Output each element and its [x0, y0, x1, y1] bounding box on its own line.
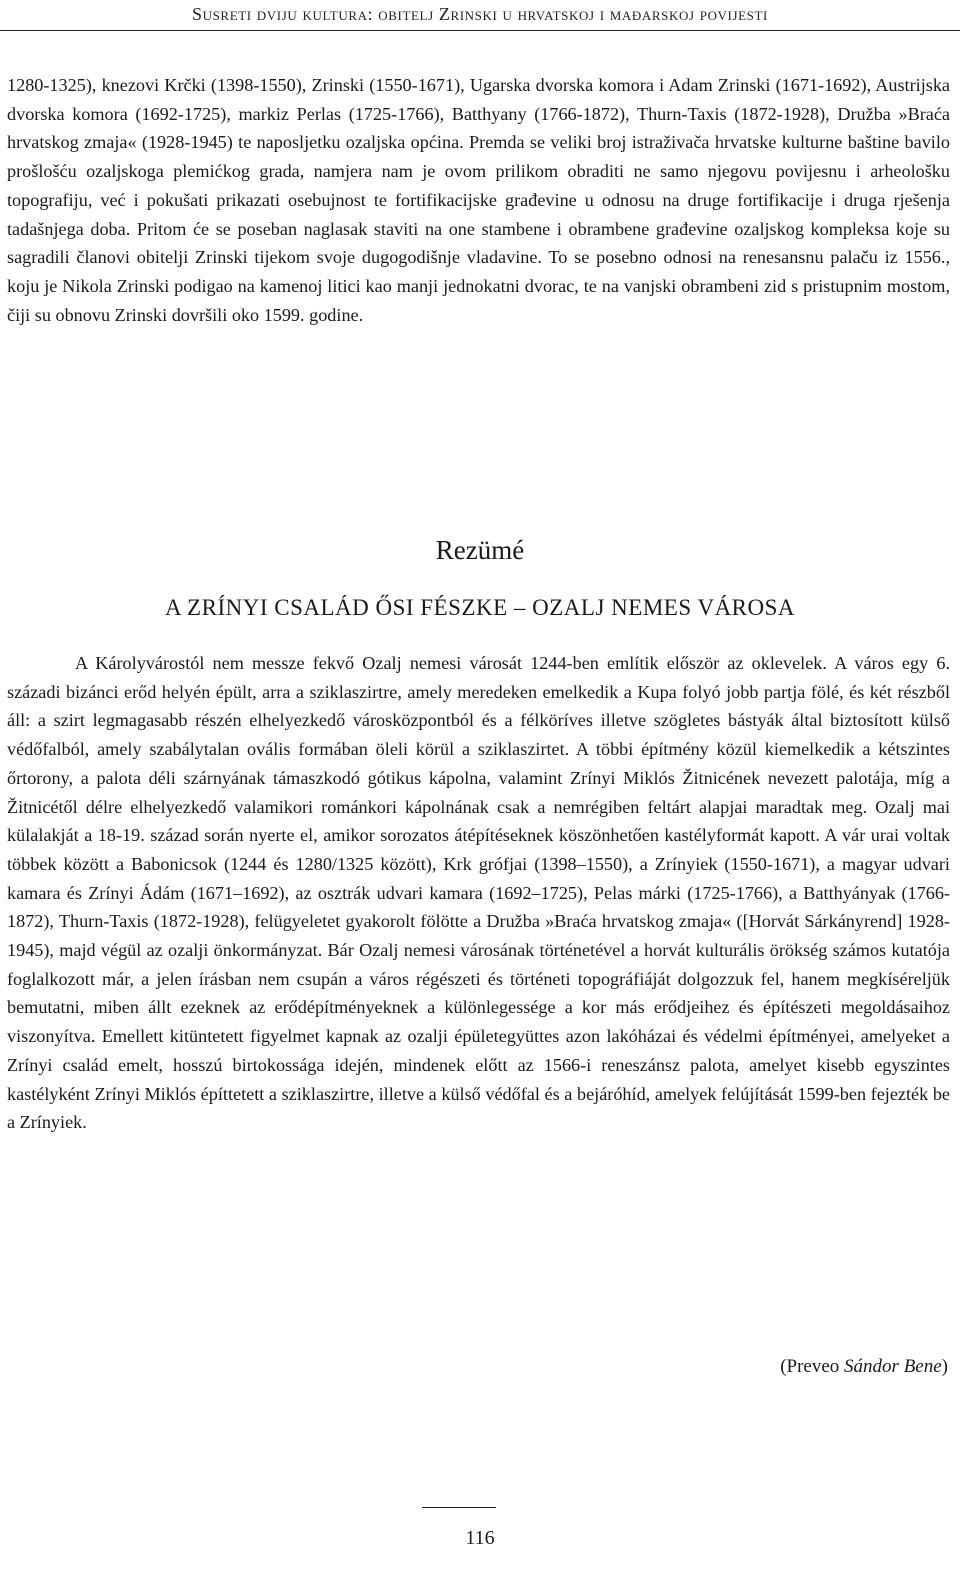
- page-number: 116: [465, 1527, 495, 1549]
- translator-credit-suffix: ): [941, 1356, 948, 1377]
- running-header-title: Susreti dviju kultura: obitelj Zrinski u hrvatskoj i mađarskoj povijesti: [192, 4, 768, 24]
- translator-name: Sándor Bene: [844, 1356, 942, 1377]
- header-divider: [0, 30, 960, 31]
- resume-heading: Rezümé: [435, 535, 525, 565]
- translator-credit-prefix: (Preveo: [780, 1356, 845, 1377]
- body-paragraph-hungarian: A Károlyvárostól nem messze fekvő Ozalj nemesi városát 1244-ben említik először az oklevelek. A város egy 6. századi bizánci erőd helyén épült, arra a sziklaszirtre, amely meredeken emelkedik a Kupa folyó jobb partja fölé, és két részből áll: a szirt legmagasabb részén elhelyezkedő városközpontból és a félköríves illetve szögletes bástyák által biztosított külső védőfalból, amely szabálytalan ovális formában öleli körül a sziklaszirtet. A többi építmény közül kiemelkedik a kétszintes őrtorony, a palota déli szárnyának támaszkodó gótikus kápolna, valamint Zrínyi Miklós Žitnicének nevezett palotája, míg a Žitnicétől délre elhelyezkedő valamikori románkori kápolnának csak a nemrégiben feltárt alapjai maradtak meg. Ozalj mai külalakját a 18-19. század során nyerte el, amikor sorozatos átépítéseknek köszönhetően kastélyformát kapott. A vár urai voltak többek között a Babonicsok (1244 és 1280/1325 között), Krk grófjai (1398–1550), a Zrínyiek (1550-1671), a magyar udvari kamara és Zrínyi Ádám (1671–1692), az osztrák udvari kamara (1692–1725), Pelas márki (1725-1766), a Batthyányak (1766-1872), Thurn-Taxis (1872-1928), felügyeletet gyakorolt fölötte a Družba »Braća hrvatskog zmaja« ([Horvát Sárkányrend] 1928-1945), majd végül az ozalji önkormányzat. Bár Ozalj nemesi városának történetével a horvát kulturális örökség számos kutatója foglalkozott már, a jelen írásban nem csupán a város régészeti és történeti topográfiáját dolgozzuk fel, hanem megkíséreljük bemutatni, miben állt ezeknek az erődépítményeknek a különlegessége a kor más erődjeihez és építészeti megoldásaihoz viszonyítva. Emellett kitüntetett figyelmet kapnak az ozalji épületegyüttes azon lakóházai és védelmi építményei, amelyeket a Zrínyi család emelt, hosszú birtokossága idején, mindenek előtt az 1566-i reneszánsz palota, amelyet kisebb egyszintes kastélyként Zrínyi Miklós építtetett a sziklaszirtre, illetve a külső védőfal és a bejáróhíd, amelyek felújítását 1599-ben fejezték be a Zrínyiek.: [7, 653, 950, 1133]
- translator-credit: [780, 1356, 948, 1378]
- body-paragraph-croatian: 1280-1325), knezovi Krčki (1398-1550), Zrinski (1550-1671), Ugarska dvorska komora i Adam Zrinski (1671-1692), Austrijska dvorska komora (1692-1725), markiz Perlas (1725-1766), Batthyany (1766-1872), Thurn-Taxis (1872-1928), Družba »Braća hrvatskog zmaja« (1928-1945) te naposljetku ozaljska općina. Premda se veliki broj istraživača hrvatske kulturne baštine bavilo prošlošću ozaljskoga plemićkog grada, namjera nam je ovom prilikom obraditi ne samo njegovu povijesnu i arheološku topografiju, već i pokušati prikazati osebujnost te fortifikacijske građevine u odnosu na druge fortifikacije i druga rješenja tadašnjega doba. Pritom će se poseban naglasak staviti na one stambene i obrambene građevine ozaljskog kompleksa koje su sagradili članovi obitelji Zrinski tijekom svoje dugogodišnje vladavine. To se posebno odnosi na renesansnu palaču iz 1556., koju je Nikola Zrinski podigao na kamenoj litici kao manji jednokatni dvorac, te na vanjski obrambeni zid s pristupnim mostom, čiji su obnovu Zrinski dovršili oko 1599. godine.: [7, 75, 950, 325]
- resume-subheading: A ZRÍNYI CSALÁD ŐSI FÉSZKE – OZALJ NEMES VÁROSA: [164, 595, 796, 620]
- footer-divider: [422, 1507, 496, 1508]
